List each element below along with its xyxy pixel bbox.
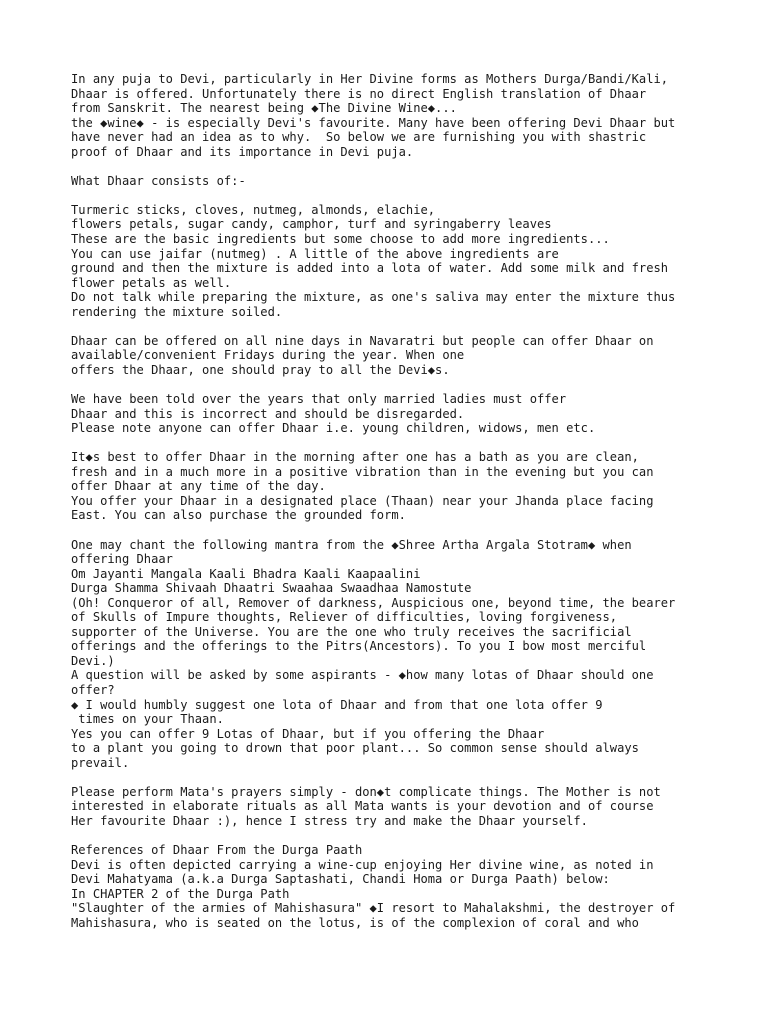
text-line bbox=[71, 159, 761, 174]
text-line: Durga Shamma Shivaah Dhaatri Swaahaa Swaadhaa Namostute bbox=[71, 581, 472, 596]
text-line: offer Dhaar at any time of the day. bbox=[71, 479, 326, 494]
text-line: Please perform Mata's prayers simply - don◆t complicate things. The Mother is not bbox=[71, 784, 661, 799]
text-line: Dhaar and this is incorrect and should be disregarded. bbox=[71, 406, 465, 421]
text-line: ◆ I would humbly suggest one lota of Dhaar and from that one lota offer 9 bbox=[71, 697, 603, 712]
text-line: Devi Mahatyama (a.k.a Durga Saptashati, Chandi Homa or Durga Paath) below: bbox=[71, 872, 610, 887]
text-line: available/convenient Fridays during the year. When one bbox=[71, 348, 465, 363]
text-line bbox=[71, 377, 761, 392]
text-line: to a plant you going to drown that poor plant... So common sense should always bbox=[71, 741, 639, 756]
text-line: Devi is often depicted carrying a wine-cup enjoying Her divine wine, as noted in bbox=[71, 857, 654, 872]
text-line: offer? bbox=[71, 682, 115, 697]
text-line: Do not talk while preparing the mixture, as one's saliva may enter the mixture thus bbox=[71, 290, 676, 305]
text-line: have never had an idea as to why. So below we are furnishing you with shastric bbox=[71, 130, 647, 145]
text-line: What Dhaar consists of:- bbox=[71, 173, 246, 188]
text-line: fresh and in a much more in a positive vibration than in the evening but you can bbox=[71, 464, 654, 479]
text-line: Turmeric sticks, cloves, nutmeg, almonds, elachie, bbox=[71, 202, 436, 217]
document-body bbox=[71, 72, 761, 930]
text-line: interested in elaborate rituals as all Mata wants is your devotion and of course bbox=[71, 799, 654, 814]
text-line: Dhaar is offered. Unfortunately there is no direct English translation of Dhaar bbox=[71, 86, 647, 101]
text-line: times on your Thaan. bbox=[71, 712, 224, 727]
text-line: "Slaughter of the armies of Mahishasura" ◆I resort to Mahalakshmi, the destroyer of bbox=[71, 901, 676, 916]
text-line: flower petals as well. bbox=[71, 275, 232, 290]
text-line: Devi.) bbox=[71, 653, 115, 668]
text-line: It◆s best to offer Dhaar in the morning after one has a bath as you are clean, bbox=[71, 450, 639, 465]
text-line: Yes you can offer 9 Lotas of Dhaar, but if you offering the Dhaar bbox=[71, 726, 545, 741]
text-line: the ◆wine◆ - is especially Devi's favourite. Many have been offering Devi Dhaar but bbox=[71, 115, 676, 130]
text-line: You offer your Dhaar in a designated place (Thaan) near your Jhanda place facing bbox=[71, 493, 654, 508]
text-line: offerings and the offerings to the Pitrs(Ancestors). To you I bow most merciful bbox=[71, 639, 647, 654]
text-line bbox=[71, 188, 761, 203]
text-line: References of Dhaar From the Durga Paath bbox=[71, 842, 363, 857]
text-line: rendering the mixture soiled. bbox=[71, 304, 283, 319]
text-line: East. You can also purchase the grounded form. bbox=[71, 508, 406, 523]
text-line: We have been told over the years that only married ladies must offer bbox=[71, 392, 567, 407]
text-line: Mahishasura, who is seated on the lotus, is of the complexion of coral and who bbox=[71, 915, 639, 930]
text-line: flowers petals, sugar candy, camphor, turf and syringaberry leaves bbox=[71, 217, 552, 232]
text-line: ground and then the mixture is added into a lota of water. Add some milk and fresh bbox=[71, 261, 669, 276]
text-line: In CHAPTER 2 of the Durga Path bbox=[71, 886, 290, 901]
text-line: offering Dhaar bbox=[71, 552, 173, 567]
text-line: supporter of the Universe. You are the one who truly receives the sacrificial bbox=[71, 624, 632, 639]
text-line: Om Jayanti Mangala Kaali Bhadra Kaali Kaapaalini bbox=[71, 566, 421, 581]
text-line bbox=[71, 770, 761, 785]
text-line bbox=[71, 828, 761, 843]
text-line bbox=[71, 319, 761, 334]
text-line: of Skulls of Impure thoughts, Reliever of difficulties, loving forgiveness, bbox=[71, 610, 618, 625]
text-line: Please note anyone can offer Dhaar i.e. young children, widows, men etc. bbox=[71, 421, 596, 436]
text-line: Dhaar can be offered on all nine days in Navaratri but people can offer Dhaar on bbox=[71, 333, 654, 348]
text-line: from Sanskrit. The nearest being ◆The Divine Wine◆... bbox=[71, 101, 457, 116]
text-line: Her favourite Dhaar :), hence I stress try and make the Dhaar yourself. bbox=[71, 813, 588, 828]
text-line: A question will be asked by some aspirants - ◆how many lotas of Dhaar should one bbox=[71, 668, 654, 683]
text-line: One may chant the following mantra from the ◆Shree Artha Argala Stotram◆ when bbox=[71, 537, 632, 552]
text-line bbox=[71, 523, 761, 538]
text-line: These are the basic ingredients but some choose to add more ingredients... bbox=[71, 232, 610, 247]
text-line: proof of Dhaar and its importance in Devi puja. bbox=[71, 144, 414, 159]
text-line: prevail. bbox=[71, 755, 130, 770]
text-line: You can use jaifar (nutmeg) . A little of the above ingredients are bbox=[71, 246, 559, 261]
text-line: (Oh! Conqueror of all, Remover of darkness, Auspicious one, beyond time, the bearer bbox=[71, 595, 676, 610]
text-line: In any puja to Devi, particularly in Her Divine forms as Mothers Durga/Bandi/Kali, bbox=[71, 72, 669, 86]
text-line: offers the Dhaar, one should pray to all the Devi◆s. bbox=[71, 362, 450, 377]
text-line bbox=[71, 436, 761, 451]
